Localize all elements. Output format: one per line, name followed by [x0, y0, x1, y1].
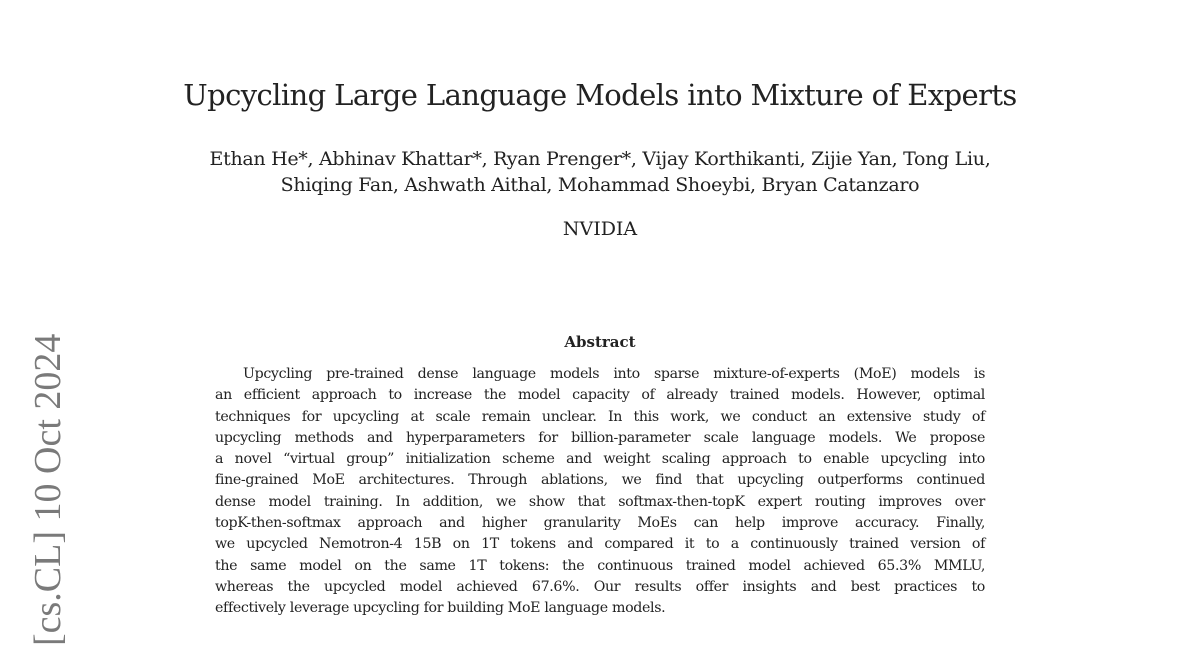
abstract-line: techniques for upcycling at scale remain unclear. In this work, we conduct an extensive study of	[215, 408, 985, 425]
affiliation: NVIDIA	[562, 218, 638, 240]
abstract-line: topK-then-softmax approach and higher granularity MoEs can help improve accuracy. Finally,	[215, 515, 985, 532]
paper-title: Upcycling Large Language Models into Mixture of Experts	[183, 78, 1017, 112]
author-list	[0, 146, 1200, 198]
abstract-line: we upcycled Nemotron-4 15B on 1T tokens and compared it to a continuously trained version of	[215, 536, 985, 553]
author-line-1: Ethan He*, Abhinav Khattar*, Ryan Prenger*, Vijay Korthikanti, Zijie Yan, Tong Liu,	[209, 148, 991, 170]
abstract-body	[215, 364, 985, 620]
author-line-2: Shiqing Fan, Ashwath Aithal, Mohammad Shoeybi, Bryan Catanzaro	[280, 174, 920, 196]
arxiv-stamp: [cs.CL] 10 Oct 2024	[27, 333, 69, 646]
abstract-line: Upcycling pre-trained dense language models into sparse mixture-of-experts (MoE) models is	[243, 366, 985, 382]
abstract-line: a novel “virtual group” initialization scheme and weight scaling approach to enable upcycling into	[215, 451, 985, 468]
abstract-line: whereas the upcycled model achieved 67.6%. Our results offer insights and best practices to	[215, 578, 985, 595]
abstract-line: the same model on the same 1T tokens: the continuous trained model achieved 65.3% MMLU,	[215, 557, 985, 574]
abstract-line: effectively leverage upcycling for building MoE language models.	[215, 600, 666, 617]
abstract-line: dense model training. In addition, we show that softmax-then-topK expert routing improves over	[215, 493, 985, 510]
abstract-heading: Abstract	[564, 333, 636, 351]
abstract-line: fine-grained MoE architectures. Through ablations, we find that upcycling outperforms continued	[215, 472, 985, 489]
abstract-line: an efficient approach to increase the model capacity of already trained models. However, optimal	[215, 387, 985, 404]
abstract-line: upcycling methods and hyperparameters for billion-parameter scale language models. We propose	[215, 429, 985, 446]
